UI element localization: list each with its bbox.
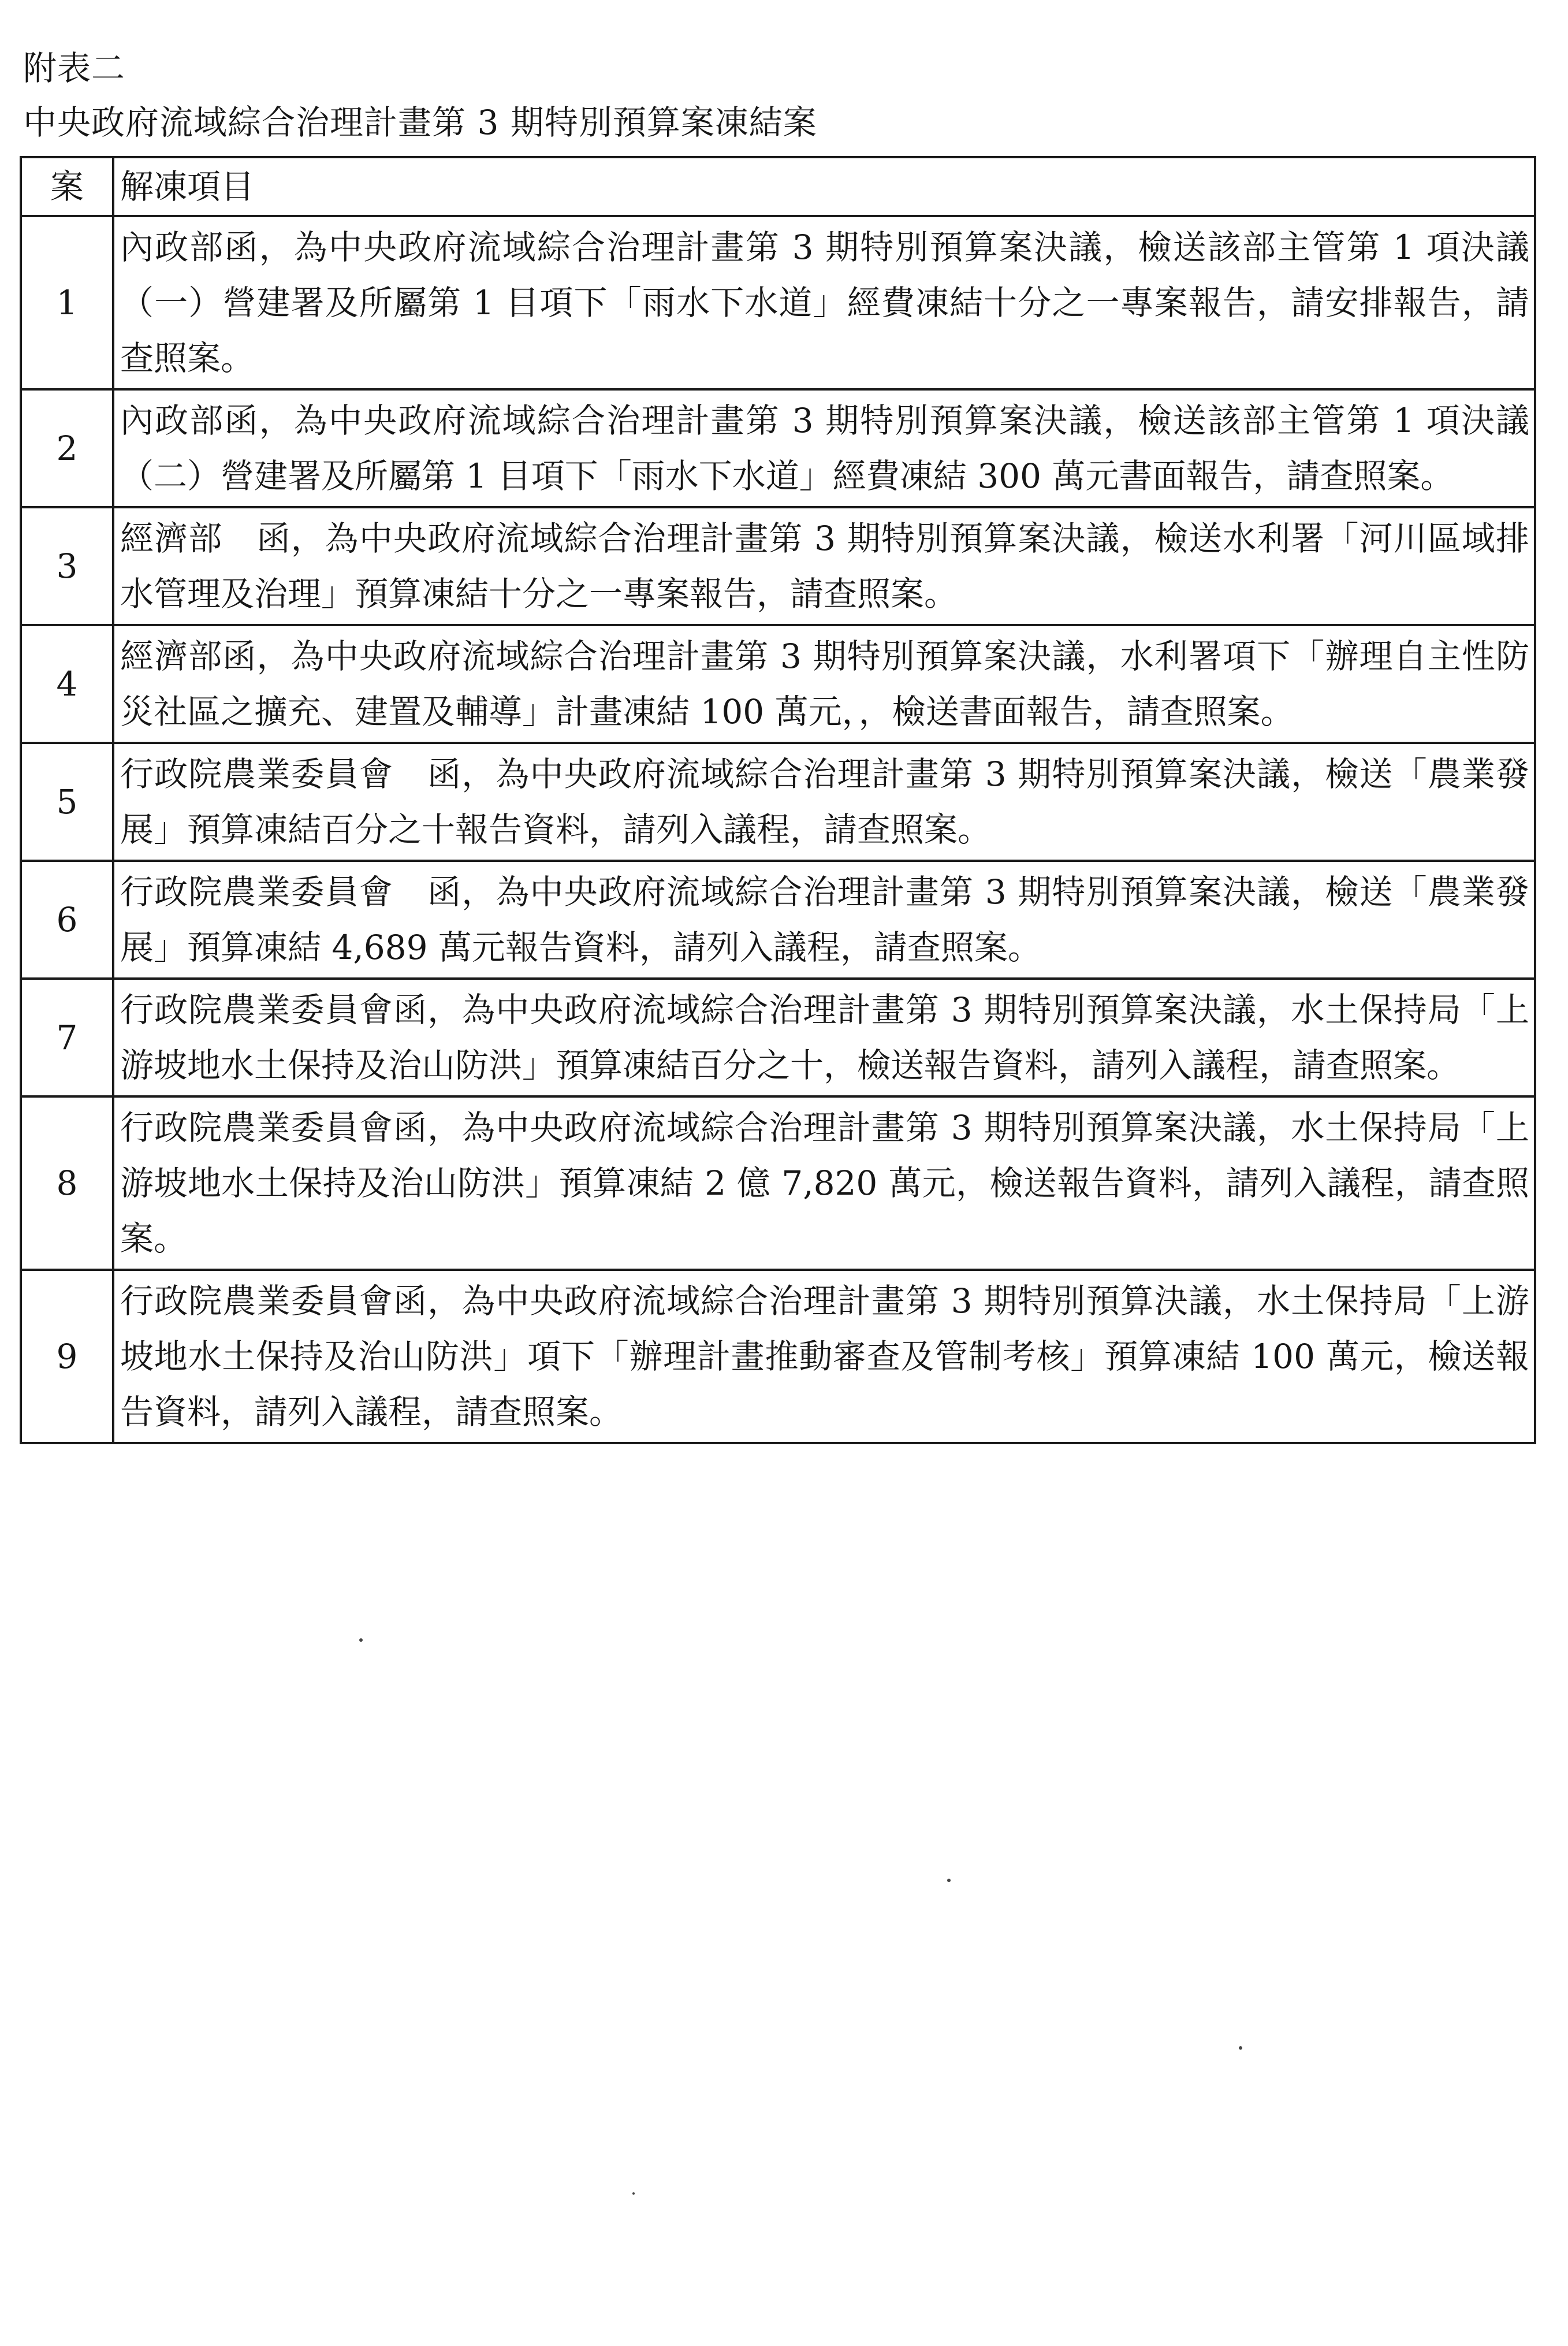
column-header-case: 案 <box>21 157 113 216</box>
unfreeze-item-text: 行政院農業委員會 函，為中央政府流域綜合治理計畫第 3 期特別預算案決議，檢送「農業發展」預算凍結 4,689 萬元報告資料，請列入議程，請查照案。 <box>113 861 1535 979</box>
table-row <box>21 216 1535 389</box>
scan-speck <box>947 1879 951 1882</box>
case-number: 8 <box>21 1096 113 1270</box>
case-number: 6 <box>21 861 113 979</box>
scan-speck <box>1239 2046 1242 2050</box>
unfreeze-items-table <box>20 156 1536 1444</box>
appendix-label: 附表二 <box>23 49 126 88</box>
scan-speck <box>632 2192 635 2195</box>
unfreeze-item-text: 內政部函，為中央政府流域綜合治理計畫第 3 期特別預算案決議，檢送該部主管第 1 項決議（二）營建署及所屬第 1 目項下「雨水下水道」經費凍結 300 萬元書面報告，請查照案。 <box>113 389 1535 507</box>
table-row <box>21 625 1535 743</box>
table-row <box>21 743 1535 861</box>
case-number: 3 <box>21 507 113 625</box>
table-row <box>21 1270 1535 1443</box>
table-row <box>21 507 1535 625</box>
table-row <box>21 389 1535 507</box>
unfreeze-item-text: 經濟部函，為中央政府流域綜合治理計畫第 3 期特別預算案決議，水利署項下「辦理自主性防災社區之擴充、建置及輔導」計畫凍結 100 萬元，，檢送書面報告，請查照案。 <box>113 625 1535 743</box>
case-number: 2 <box>21 389 113 507</box>
document-title: 中央政府流域綜合治理計畫第 3 期特別預算案凍結案 <box>23 103 817 142</box>
case-number: 7 <box>21 979 113 1096</box>
table-row <box>21 861 1535 979</box>
case-number: 4 <box>21 625 113 743</box>
case-number: 1 <box>21 216 113 389</box>
table-row <box>21 979 1535 1096</box>
case-number: 5 <box>21 743 113 861</box>
scan-speck <box>359 1638 363 1642</box>
table-row <box>21 1096 1535 1270</box>
unfreeze-item-text: 行政院農業委員會函，為中央政府流域綜合治理計畫第 3 期特別預算案決議，水土保持局「上游坡地水土保持及治山防洪」預算凍結百分之十，檢送報告資料，請列入議程，請查照案。 <box>113 979 1535 1096</box>
case-number: 9 <box>21 1270 113 1443</box>
unfreeze-item-text: 行政院農業委員會 函，為中央政府流域綜合治理計畫第 3 期特別預算案決議，檢送「農業發展」預算凍結百分之十報告資料，請列入議程，請查照案。 <box>113 743 1535 861</box>
column-header-item: 解凍項目 <box>113 157 1535 216</box>
unfreeze-item-text: 行政院農業委員會函，為中央政府流域綜合治理計畫第 3 期特別預算案決議，水土保持局「上游坡地水土保持及治山防洪」預算凍結 2 億 7,820 萬元，檢送報告資料，請列入議程，請查照案。 <box>113 1096 1535 1270</box>
table-header-row <box>21 157 1535 216</box>
unfreeze-item-text: 內政部函，為中央政府流域綜合治理計畫第 3 期特別預算案決議，檢送該部主管第 1 項決議（一）營建署及所屬第 1 目項下「雨水下水道」經費凍結十分之一專案報告，請安排報告，請查照案。 <box>113 216 1535 389</box>
unfreeze-item-text: 經濟部 函，為中央政府流域綜合治理計畫第 3 期特別預算案決議，檢送水利署「河川區域排水管理及治理」預算凍結十分之一專案報告，請查照案。 <box>113 507 1535 625</box>
unfreeze-item-text: 行政院農業委員會函，為中央政府流域綜合治理計畫第 3 期特別預算決議，水土保持局「上游坡地水土保持及治山防洪」項下「辦理計畫推動審查及管制考核」預算凍結 100 萬元，檢送報告資料，請列入議程，請查照案。 <box>113 1270 1535 1443</box>
